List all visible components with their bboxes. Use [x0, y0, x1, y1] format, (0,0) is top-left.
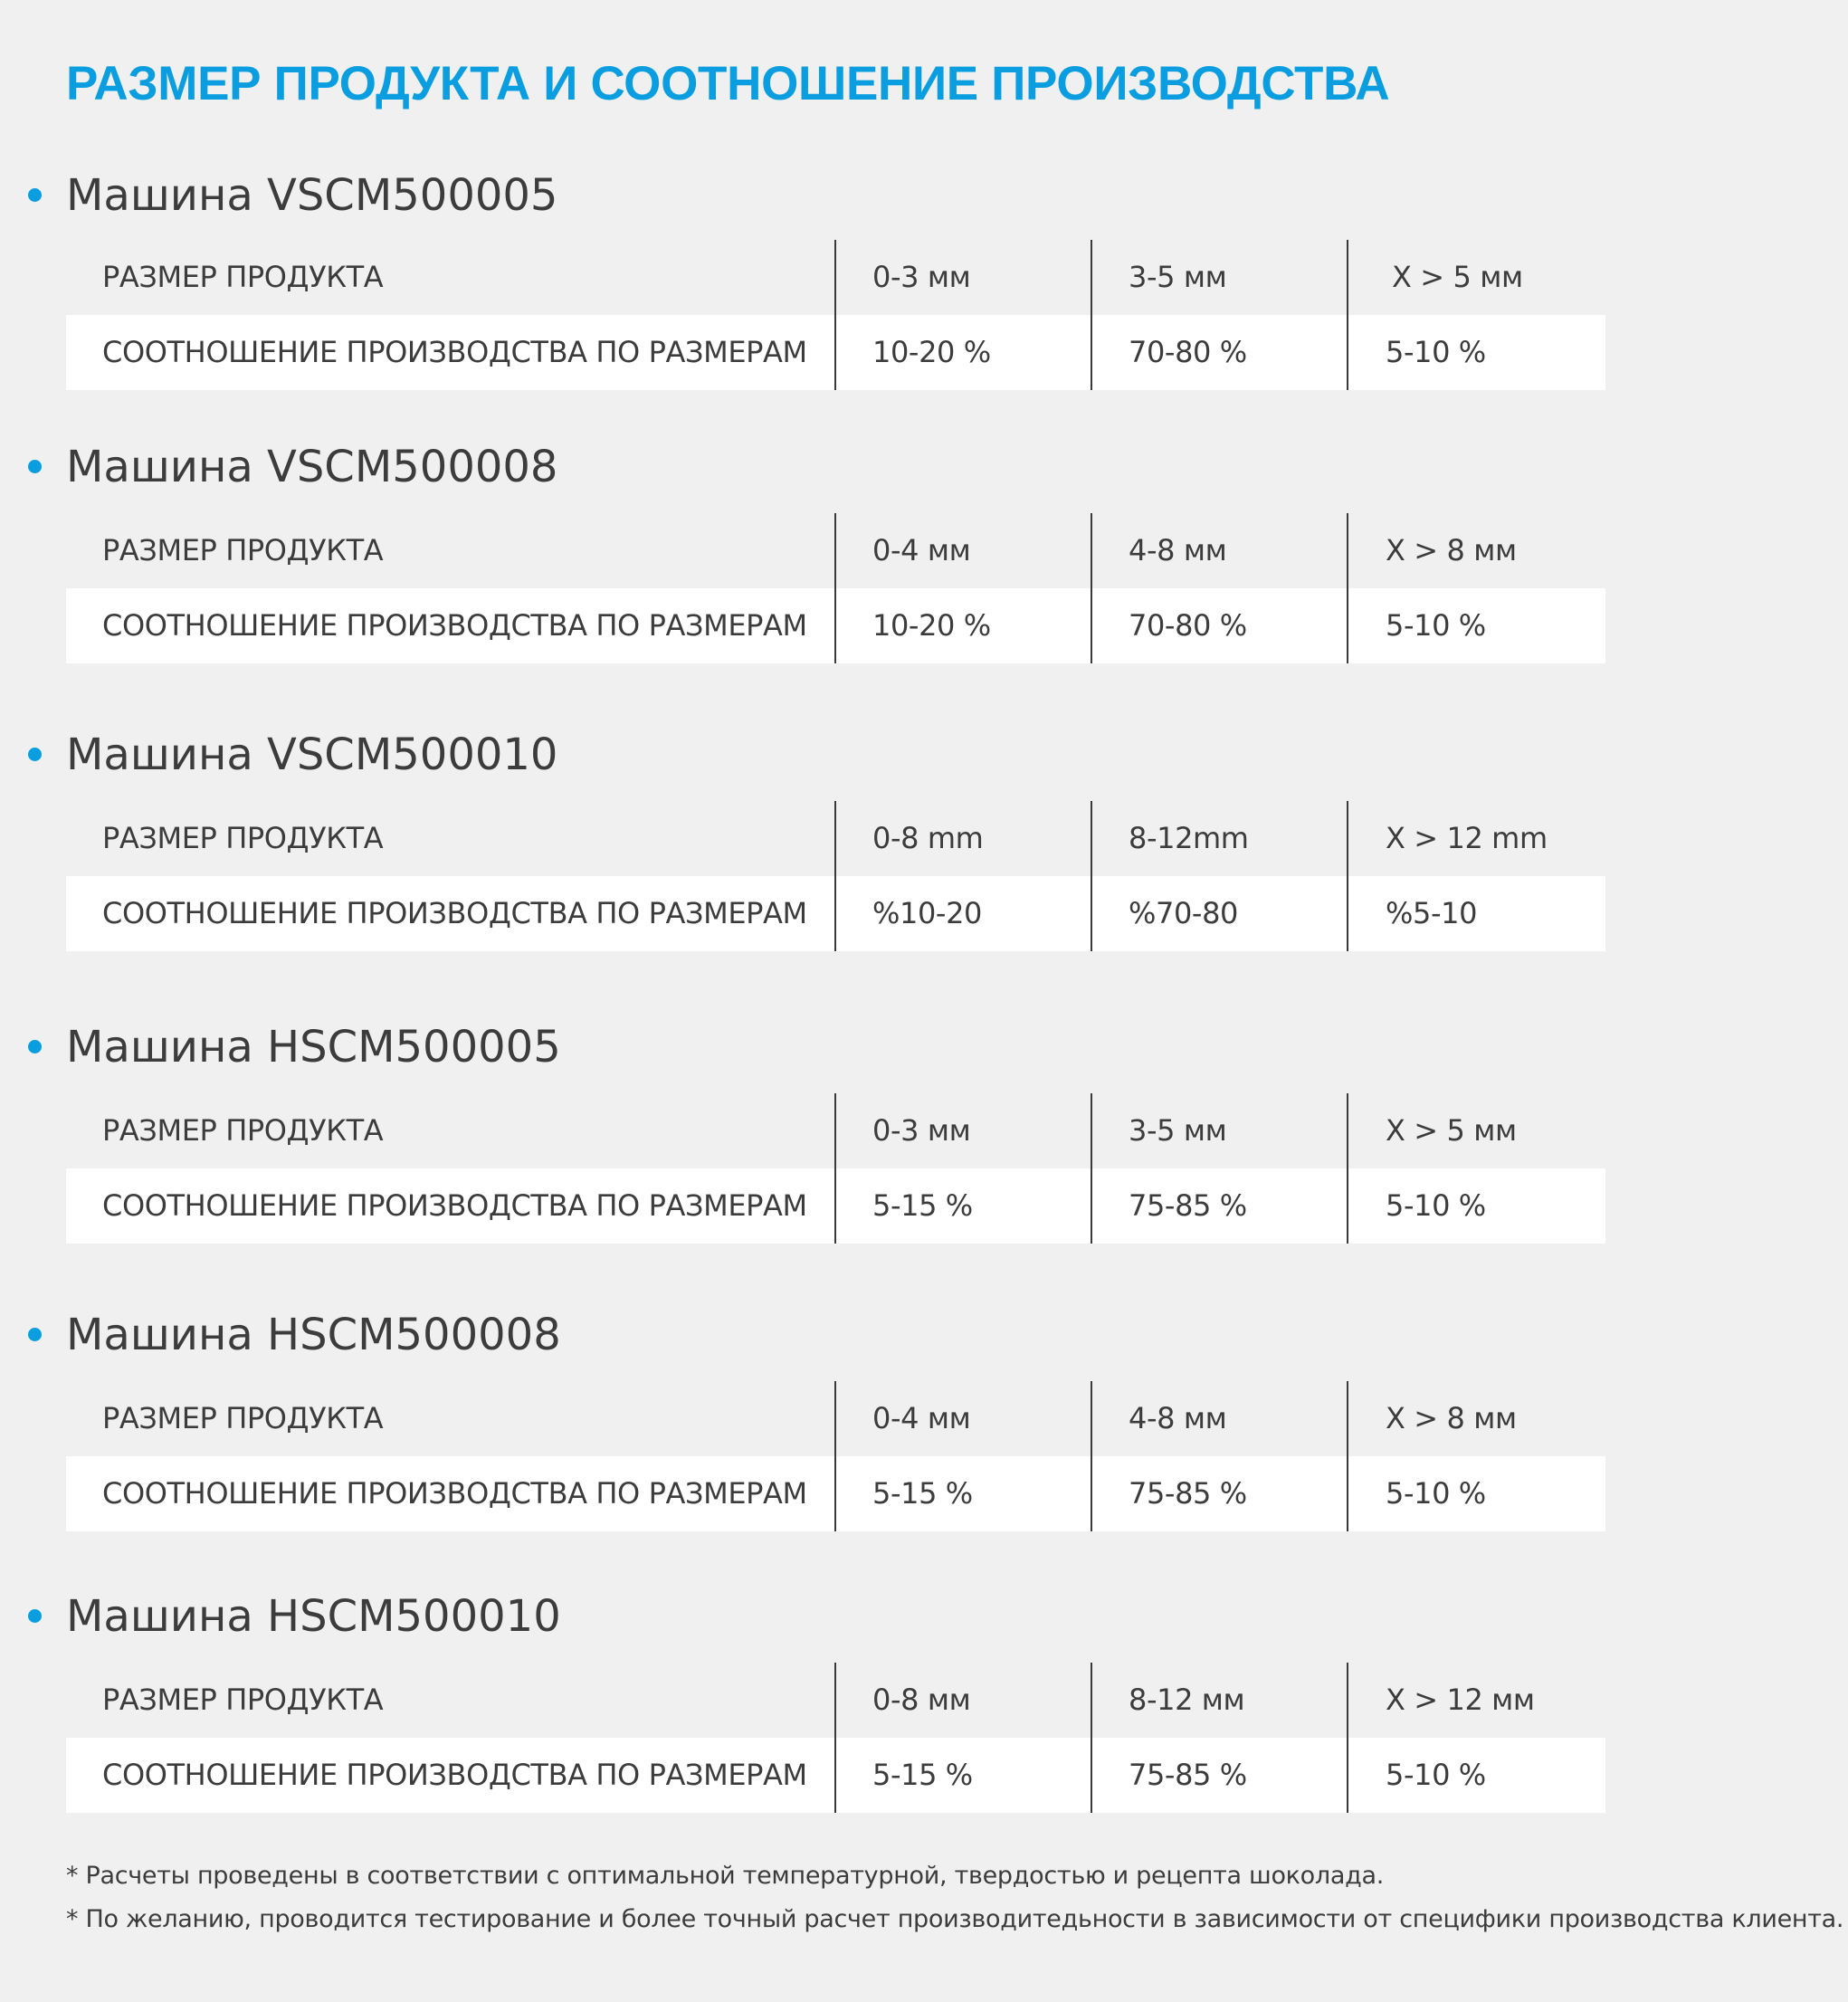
column-divider — [1091, 1663, 1092, 1813]
machine-heading — [0, 439, 1848, 495]
spec-table — [66, 1093, 1605, 1244]
ratio-cell: 5-10 % — [1386, 1188, 1486, 1223]
footnote: * Расчеты проведены в соответствии с оптимальной температурной, твердостью и рецепта шоколада. — [66, 1862, 1384, 1890]
size-cell: 0-8 mm — [872, 821, 984, 855]
size-row-label: РАЗМЕР ПРОДУКТА — [102, 1683, 384, 1717]
size-cell: X > 5 мм — [1392, 260, 1523, 294]
ratio-row-label: СООТНОШЕНИЕ ПРОИЗВОДСТВА ПО РАЗМЕРАМ — [102, 1476, 807, 1511]
size-row-label: РАЗМЕР ПРОДУКТА — [102, 260, 384, 294]
size-cell: 0-4 мм — [872, 1401, 971, 1435]
ratio-cell: 5-15 % — [872, 1758, 973, 1792]
size-cell: 0-8 мм — [872, 1683, 971, 1717]
machine-section — [0, 167, 1848, 369]
machine-section — [0, 1307, 1848, 1511]
size-cell: 0-3 мм — [872, 260, 971, 294]
machine-section — [0, 439, 1848, 643]
ratio-row-label: СООТНОШЕНИЕ ПРОИЗВОДСТВА ПО РАЗМЕРАМ — [102, 1758, 807, 1792]
column-divider — [1091, 801, 1092, 951]
ratio-cell: 75-85 % — [1129, 1758, 1247, 1792]
column-divider — [834, 1663, 836, 1813]
bullet-icon — [28, 1328, 42, 1341]
ratio-cell: 10-20 % — [872, 608, 991, 643]
size-cell: 3-5 мм — [1129, 260, 1227, 294]
spec-table — [66, 513, 1605, 663]
column-divider — [834, 1093, 836, 1244]
machine-heading — [0, 167, 1848, 224]
machine-heading — [0, 1019, 1848, 1075]
size-cell: 8-12mm — [1129, 821, 1249, 855]
machine-name: Машина VSCM500005 — [66, 170, 558, 221]
size-row-label: РАЗМЕР ПРОДУКТА — [102, 821, 384, 855]
column-divider — [1347, 1663, 1348, 1813]
size-cell: 4-8 мм — [1129, 533, 1227, 567]
ratio-cell: 10-20 % — [872, 335, 991, 369]
ratio-cell: %70-80 — [1129, 896, 1238, 930]
machine-name: Машина VSCM500010 — [66, 729, 558, 780]
bullet-icon — [28, 460, 42, 473]
spec-table — [66, 801, 1605, 951]
column-divider — [1347, 513, 1348, 663]
size-cell: X > 8 мм — [1386, 1401, 1517, 1435]
size-cell: X > 12 мм — [1386, 1683, 1535, 1717]
column-divider — [1347, 801, 1348, 951]
column-divider — [1347, 1381, 1348, 1531]
machine-name: Машина VSCM500008 — [66, 442, 558, 492]
ratio-row-label: СООТНОШЕНИЕ ПРОИЗВОДСТВА ПО РАЗМЕРАМ — [102, 1188, 807, 1223]
ratio-cell: %5-10 — [1386, 896, 1478, 930]
ratio-cell: 70-80 % — [1129, 335, 1247, 369]
size-cell: X > 5 мм — [1386, 1113, 1517, 1148]
size-row-label: РАЗМЕР ПРОДУКТА — [102, 1401, 384, 1435]
bullet-icon — [28, 748, 42, 761]
machine-section — [0, 1019, 1848, 1223]
bullet-icon — [28, 1609, 42, 1623]
page-title: РАЗМЕР ПРОДУКТА И СООТНОШЕНИЕ ПРОИЗВОДСТВА — [66, 57, 1390, 110]
ratio-cell: %10-20 — [872, 896, 982, 930]
ratio-cell: 5-15 % — [872, 1476, 973, 1511]
column-divider — [1347, 1093, 1348, 1244]
size-cell: 3-5 мм — [1129, 1113, 1227, 1148]
size-cell: 0-3 мм — [872, 1113, 971, 1148]
machine-heading — [0, 727, 1848, 783]
size-row-label: РАЗМЕР ПРОДУКТА — [102, 1113, 384, 1148]
size-cell: 8-12 мм — [1129, 1683, 1245, 1717]
machine-name: Машина HSCM500010 — [66, 1591, 561, 1642]
ratio-row-label: СООТНОШЕНИЕ ПРОИЗВОДСТВА ПО РАЗМЕРАМ — [102, 608, 807, 643]
footnote: * По желанию, проводится тестирование и более точный расчет производитедьности в зависимости от специфики производства клиента. — [66, 1905, 1844, 1933]
bullet-icon — [28, 1040, 42, 1053]
size-cell: X > 12 mm — [1386, 821, 1548, 855]
machine-section — [0, 1588, 1848, 1792]
ratio-cell: 5-10 % — [1386, 608, 1486, 643]
size-cell: X > 8 мм — [1386, 533, 1517, 567]
ratio-cell: 75-85 % — [1129, 1188, 1247, 1223]
column-divider — [1091, 1093, 1092, 1244]
bullet-icon — [28, 188, 42, 202]
column-divider — [1091, 240, 1092, 390]
ratio-row-label: СООТНОШЕНИЕ ПРОИЗВОДСТВА ПО РАЗМЕРАМ — [102, 335, 807, 369]
ratio-row-label: СООТНОШЕНИЕ ПРОИЗВОДСТВА ПО РАЗМЕРАМ — [102, 896, 807, 930]
machine-section — [0, 727, 1848, 930]
column-divider — [834, 240, 836, 390]
spec-table — [66, 240, 1605, 390]
ratio-cell: 5-10 % — [1386, 1758, 1486, 1792]
size-row-label: РАЗМЕР ПРОДУКТА — [102, 533, 384, 567]
column-divider — [834, 513, 836, 663]
spec-table — [66, 1663, 1605, 1813]
ratio-cell: 5-10 % — [1386, 335, 1486, 369]
column-divider — [1091, 1381, 1092, 1531]
column-divider — [1347, 240, 1348, 390]
ratio-cell: 5-15 % — [872, 1188, 973, 1223]
machine-name: Машина HSCM500005 — [66, 1022, 561, 1072]
ratio-cell: 5-10 % — [1386, 1476, 1486, 1511]
column-divider — [834, 1381, 836, 1531]
ratio-cell: 70-80 % — [1129, 608, 1247, 643]
machine-heading — [0, 1307, 1848, 1363]
size-cell: 0-4 мм — [872, 533, 971, 567]
machine-name: Машина HSCM500008 — [66, 1310, 561, 1360]
size-cell: 4-8 мм — [1129, 1401, 1227, 1435]
spec-table — [66, 1381, 1605, 1531]
ratio-cell: 75-85 % — [1129, 1476, 1247, 1511]
column-divider — [1091, 513, 1092, 663]
column-divider — [834, 801, 836, 951]
machine-heading — [0, 1588, 1848, 1644]
